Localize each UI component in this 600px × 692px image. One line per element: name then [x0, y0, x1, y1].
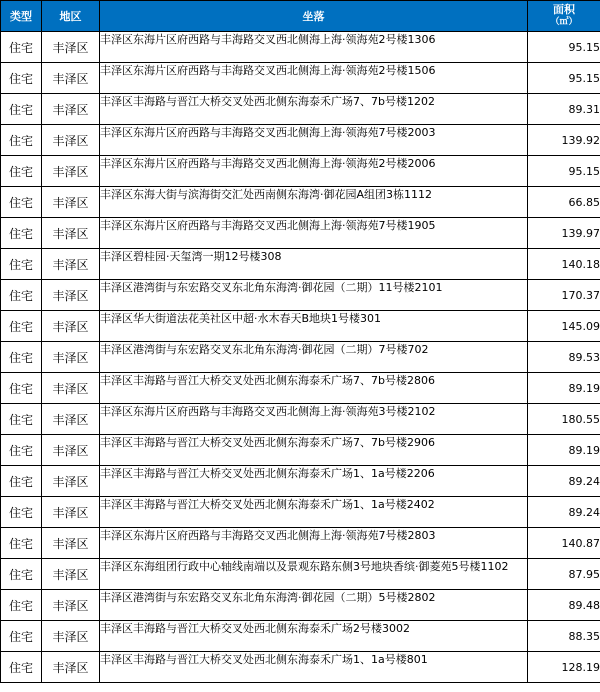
row-address: 丰泽区丰海路与晋江大桥交叉处西北侧东海泰禾广场2号楼3002 — [100, 621, 528, 652]
row-district: 丰泽区 — [42, 94, 100, 125]
row-district: 丰泽区 — [42, 466, 100, 497]
table-row — [1, 528, 600, 559]
table-row — [1, 497, 600, 528]
row-district: 丰泽区 — [42, 156, 100, 187]
row-type: 住宅 — [1, 621, 42, 652]
row-district: 丰泽区 — [42, 559, 100, 590]
row-area: 128.19 — [528, 652, 600, 683]
row-type: 住宅 — [1, 497, 42, 528]
row-district: 丰泽区 — [42, 187, 100, 218]
row-type: 住宅 — [1, 32, 42, 63]
row-address: 丰泽区东海片区府西路与丰海路交叉西北侧海上海·领海苑7号楼1905 — [100, 218, 528, 249]
table-row — [1, 590, 600, 621]
table-header — [1, 1, 600, 32]
row-type: 住宅 — [1, 311, 42, 342]
header-district: 地区 — [42, 1, 100, 32]
row-area: 89.53 — [528, 342, 600, 373]
row-type: 住宅 — [1, 435, 42, 466]
table-row — [1, 435, 600, 466]
row-address: 丰泽区丰海路与晋江大桥交叉处西北侧东海泰禾广场7、7b号楼2806 — [100, 373, 528, 404]
table-row — [1, 311, 600, 342]
table-row — [1, 218, 600, 249]
row-address: 丰泽区丰海路与晋江大桥交叉处西北侧东海泰禾广场7、7b号楼2906 — [100, 435, 528, 466]
table-row — [1, 559, 600, 590]
row-address: 丰泽区东海大街与滨海街交汇处西南侧东海湾·御花园A组团3栋1112 — [100, 187, 528, 218]
row-area: 89.24 — [528, 497, 600, 528]
row-address: 丰泽区东海片区府西路与丰海路交叉西北侧海上海·领海苑3号楼2102 — [100, 404, 528, 435]
header-area-label: 面积 — [553, 3, 575, 16]
row-area: 89.19 — [528, 373, 600, 404]
row-area: 89.31 — [528, 94, 600, 125]
row-area: 89.24 — [528, 466, 600, 497]
row-district: 丰泽区 — [42, 621, 100, 652]
row-area: 87.95 — [528, 559, 600, 590]
row-area: 180.55 — [528, 404, 600, 435]
row-district: 丰泽区 — [42, 590, 100, 621]
row-area: 95.15 — [528, 32, 600, 63]
table-row — [1, 280, 600, 311]
row-area: 66.85 — [528, 187, 600, 218]
table-body — [1, 32, 600, 683]
header-address: 坐落 — [100, 1, 528, 32]
row-type: 住宅 — [1, 280, 42, 311]
row-type: 住宅 — [1, 125, 42, 156]
row-district: 丰泽区 — [42, 373, 100, 404]
row-district: 丰泽区 — [42, 32, 100, 63]
row-district: 丰泽区 — [42, 280, 100, 311]
row-type: 住宅 — [1, 466, 42, 497]
row-district: 丰泽区 — [42, 528, 100, 559]
header-type: 类型 — [1, 1, 42, 32]
row-type: 住宅 — [1, 187, 42, 218]
row-type: 住宅 — [1, 218, 42, 249]
row-area: 139.97 — [528, 218, 600, 249]
table-row — [1, 342, 600, 373]
row-area: 89.19 — [528, 435, 600, 466]
row-address: 丰泽区丰海路与晋江大桥交叉处西北侧东海泰禾广场1、1a号楼2402 — [100, 497, 528, 528]
row-district: 丰泽区 — [42, 342, 100, 373]
row-address: 丰泽区丰海路与晋江大桥交叉处西北侧东海泰禾广场1、1a号楼801 — [100, 652, 528, 683]
table-row — [1, 125, 600, 156]
table-row — [1, 94, 600, 125]
header-area-unit: （㎡） — [550, 17, 578, 27]
row-area: 95.15 — [528, 156, 600, 187]
row-area: 88.35 — [528, 621, 600, 652]
row-district: 丰泽区 — [42, 311, 100, 342]
row-district: 丰泽区 — [42, 218, 100, 249]
table-row — [1, 32, 600, 63]
row-area: 140.87 — [528, 528, 600, 559]
row-address: 丰泽区东海片区府西路与丰海路交叉西北侧海上海·领海苑2号楼1306 — [100, 32, 528, 63]
table-row — [1, 156, 600, 187]
row-address: 丰泽区东海片区府西路与丰海路交叉西北侧海上海·领海苑2号楼2006 — [100, 156, 528, 187]
table-row — [1, 373, 600, 404]
row-address: 丰泽区东海片区府西路与丰海路交叉西北侧海上海·领海苑7号楼2803 — [100, 528, 528, 559]
row-type: 住宅 — [1, 63, 42, 94]
row-type: 住宅 — [1, 342, 42, 373]
table-row — [1, 466, 600, 497]
row-district: 丰泽区 — [42, 497, 100, 528]
row-type: 住宅 — [1, 652, 42, 683]
row-area: 170.37 — [528, 280, 600, 311]
row-type: 住宅 — [1, 528, 42, 559]
row-type: 住宅 — [1, 404, 42, 435]
row-type: 住宅 — [1, 156, 42, 187]
row-address: 丰泽区东海片区府西路与丰海路交叉西北侧海上海·领海苑7号楼2003 — [100, 125, 528, 156]
row-address: 丰泽区碧桂园·天玺湾一期12号楼308 — [100, 249, 528, 280]
row-type: 住宅 — [1, 94, 42, 125]
row-area: 140.18 — [528, 249, 600, 280]
row-district: 丰泽区 — [42, 63, 100, 94]
row-area: 95.15 — [528, 63, 600, 94]
table-row — [1, 63, 600, 94]
row-area: 145.09 — [528, 311, 600, 342]
row-area: 139.92 — [528, 125, 600, 156]
row-address: 丰泽区港湾街与东宏路交叉东北角东海湾·御花园（二期）7号楼702 — [100, 342, 528, 373]
row-district: 丰泽区 — [42, 125, 100, 156]
row-area: 89.48 — [528, 590, 600, 621]
table-row — [1, 621, 600, 652]
row-type: 住宅 — [1, 559, 42, 590]
header-row — [1, 1, 600, 32]
row-address: 丰泽区华大街道法花美社区中超·水木春天B地块1号楼301 — [100, 311, 528, 342]
row-district: 丰泽区 — [42, 249, 100, 280]
table-row — [1, 404, 600, 435]
row-type: 住宅 — [1, 590, 42, 621]
row-address: 丰泽区港湾街与东宏路交叉东北角东海湾·御花园（二期）5号楼2802 — [100, 590, 528, 621]
row-address: 丰泽区丰海路与晋江大桥交叉处西北侧东海泰禾广场7、7b号楼1202 — [100, 94, 528, 125]
row-district: 丰泽区 — [42, 435, 100, 466]
row-district: 丰泽区 — [42, 652, 100, 683]
table-row — [1, 249, 600, 280]
table-row — [1, 652, 600, 683]
row-type: 住宅 — [1, 373, 42, 404]
row-address: 丰泽区东海片区府西路与丰海路交叉西北侧海上海·领海苑2号楼1506 — [100, 63, 528, 94]
row-address: 丰泽区丰海路与晋江大桥交叉处西北侧东海泰禾广场1、1a号楼2206 — [100, 466, 528, 497]
row-address: 丰泽区东海组团行政中心轴线南端以及景观东路东侧3号地块香缤·御菱苑5号楼1102 — [100, 559, 528, 590]
table-row — [1, 187, 600, 218]
row-address: 丰泽区港湾街与东宏路交叉东北角东海湾·御花园（二期）11号楼2101 — [100, 280, 528, 311]
row-district: 丰泽区 — [42, 404, 100, 435]
header-area — [528, 1, 600, 32]
row-type: 住宅 — [1, 249, 42, 280]
